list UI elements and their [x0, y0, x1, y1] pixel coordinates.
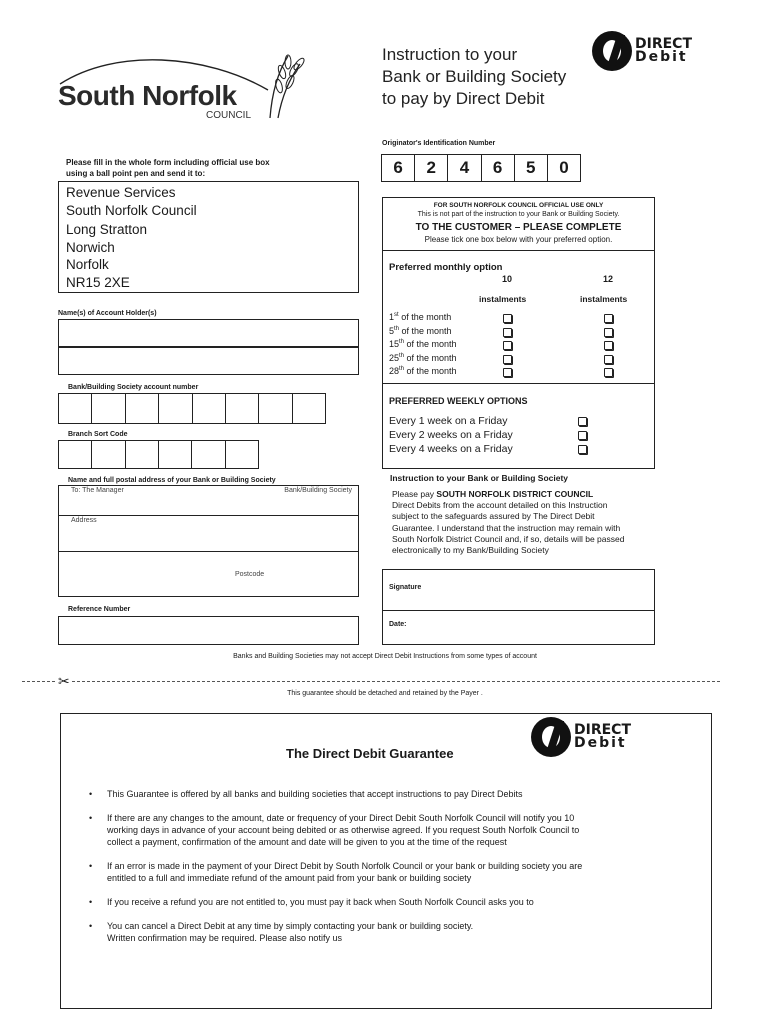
detach-note: This guarantee should be detached and retained by the Payer . [287, 690, 483, 697]
checkbox-10-instalments[interactable] [503, 328, 512, 337]
checkbox-12-instalments[interactable] [604, 314, 613, 323]
guarantee-bullets [85, 788, 695, 956]
monthly-row: 28th of the month [389, 366, 649, 380]
return-address-box [58, 181, 359, 293]
col-10-number: 10 [502, 274, 513, 284]
monthly-heading: Preferred monthly option [389, 262, 503, 273]
address-line: Revenue Services [66, 185, 176, 200]
address-line: Norfolk [66, 257, 109, 272]
sort-code-field[interactable] [58, 440, 259, 469]
direct-debit-icon [531, 717, 571, 757]
instructions-text: Please fill in the whole form including official use box using a ball point pen and send it to: [66, 158, 270, 178]
dd-logo-line1: DIRECT [574, 722, 631, 738]
checkbox-weekly[interactable] [578, 431, 587, 440]
monthly-row: 25th of the month [389, 353, 649, 367]
bank-society-label: Bank/Building Society [284, 487, 352, 494]
account-holder-field-1[interactable] [58, 319, 359, 347]
sort-digit-box[interactable] [92, 441, 125, 468]
instruction-body-line: Direct Debits from the account detailed on this Instruction [392, 500, 608, 511]
reference-number-field[interactable] [58, 616, 359, 645]
weekly-heading: PREFERRED WEEKLY OPTIONS [389, 396, 528, 406]
originator-digit: 2 [415, 155, 448, 181]
sort-digit-box[interactable] [192, 441, 225, 468]
guarantee-box [60, 713, 712, 1009]
checkbox-10-instalments[interactable] [503, 341, 512, 350]
direct-debit-logo [592, 31, 692, 71]
originator-digit: 0 [559, 158, 569, 177]
weekly-row: Every 2 weeks on a Friday [389, 429, 649, 443]
scissors-icon: ✂ [58, 673, 70, 689]
account-holder-field-2[interactable] [58, 347, 359, 375]
checkbox-weekly[interactable] [578, 417, 587, 426]
title-line-1: Instruction to your [382, 45, 518, 64]
account-digit-box[interactable] [92, 394, 125, 423]
checkbox-weekly[interactable] [578, 445, 587, 454]
address-line: South Norfolk Council [66, 202, 197, 218]
guarantee-bullet: • If there are any changes to the amount, date or frequency of your Direct Debit South Norfolk Council will notify you 10 working days in advance of your account being debited or as otherwise agreed. If you request South Norfolk Council to collect a payment, confirmation of the amount and date will be given to you at the time of the request [85, 812, 695, 848]
instruction-body-line: Guarantee. I understand that the instruction may remain with [392, 522, 621, 533]
instruction-line-1: Please pay SOUTH NORFOLK DISTRICT COUNCIL [392, 489, 594, 499]
account-digit-box[interactable] [193, 394, 226, 423]
account-digit-box[interactable] [126, 394, 159, 423]
instruction-body-line: South Norfolk District Council and, if so, details will be passed [392, 533, 625, 544]
weekly-divider [383, 383, 654, 384]
account-number-label: Bank/Building Society account number [68, 384, 199, 391]
account-digit-box[interactable] [293, 394, 325, 423]
monthly-row: 15th of the month [389, 339, 649, 353]
account-digit-box[interactable] [159, 394, 192, 423]
date-label: Date: [389, 621, 407, 628]
bank-postcode-field[interactable] [58, 551, 359, 597]
address-label: Address [71, 517, 97, 524]
sort-digit-box[interactable] [59, 441, 92, 468]
direct-debit-logo [531, 717, 631, 757]
account-digit-box[interactable] [226, 394, 259, 423]
originator-digit: 4 [448, 155, 481, 181]
instruction-heading: Instruction to your Bank or Building Society [390, 473, 569, 483]
weekly-options [389, 415, 649, 457]
instruction-text [392, 489, 682, 556]
checkbox-10-instalments[interactable] [503, 314, 512, 323]
originator-digit: 6 [382, 155, 415, 181]
address-line: Long Stratton [66, 222, 148, 237]
bank-name-field[interactable] [58, 485, 359, 516]
dd-logo-line2: Debit [574, 735, 627, 751]
weekly-row: Every 4 weeks on a Friday [389, 443, 649, 457]
originator-label: Originator's Identification Number [382, 140, 496, 147]
signature-field[interactable] [382, 569, 655, 611]
customer-divider [383, 250, 654, 251]
logo-main-text: South Norfolk [58, 80, 237, 111]
originator-digit: 5 [515, 155, 548, 181]
guarantee-bullet: • You can cancel a Direct Debit at any time by simply contacting your bank or building society. Written confirmation may be required. Please also notify us [85, 920, 695, 944]
title-line-2: Bank or Building Society [382, 67, 567, 86]
dd-logo-line1: DIRECT [635, 36, 692, 52]
checkbox-10-instalments[interactable] [503, 355, 512, 364]
dd-logo-line2: Debit [635, 49, 688, 65]
sort-digit-box[interactable] [226, 441, 258, 468]
col-10-label: instalments [479, 294, 527, 304]
direct-debit-icon [592, 31, 632, 71]
account-digit-box[interactable] [259, 394, 292, 423]
account-holders-label: Name(s) of Account Holder(s) [58, 310, 157, 317]
instruction-body-line: subject to the safeguards assured by The Direct Debit [392, 511, 595, 522]
checkbox-12-instalments[interactable] [604, 328, 613, 337]
originator-digit: 6 [482, 155, 515, 181]
checkbox-12-instalments[interactable] [604, 368, 613, 377]
account-digit-box[interactable] [59, 394, 92, 423]
weekly-row: Every 1 week on a Friday [389, 415, 649, 429]
address-line: Norwich [66, 239, 115, 255]
to-manager-label: To: The Manager [71, 487, 124, 494]
council-logo [56, 52, 306, 122]
instruction-body-line: electronically to my Bank/Building Society [392, 545, 549, 556]
bank-address-field[interactable] [58, 515, 359, 552]
guarantee-bullet: • This Guarantee is offered by all banks and building societies that accept instructions to pay Direct Debits [85, 788, 695, 800]
guarantee-bullet: • If an error is made in the payment of your Direct Debit by South Norfolk Council or your bank or building society you are entitled to a full and immediate refund of the amount paid from your bank or building society [85, 860, 695, 884]
sort-digit-box[interactable] [159, 441, 192, 468]
checkbox-12-instalments[interactable] [604, 341, 613, 350]
monthly-row: 5th of the month [389, 326, 649, 340]
originator-id-boxes [381, 154, 581, 182]
title-line-3: to pay by Direct Debit [382, 89, 545, 108]
monthly-options [389, 312, 649, 380]
logo-sub-text: COUNCIL [206, 110, 252, 121]
official-note: This is not part of the instruction to your Bank or Building Society. [417, 211, 620, 218]
sort-code-label: Branch Sort Code [68, 431, 128, 438]
col-12-label: instalments [580, 294, 628, 304]
official-heading: FOR SOUTH NORFOLK COUNCIL OFFICIAL USE ONLY [433, 202, 604, 209]
date-field[interactable] [382, 610, 655, 645]
address-line: NR15 2XE [66, 274, 130, 290]
bank-address-label: Name and full postal address of your Bank or Building Society [68, 477, 276, 484]
guarantee-bullet: • If you receive a refund you are not entitled to, you must pay it back when South Norfolk Council asks you to [85, 896, 695, 908]
signature-label: Signature [389, 584, 422, 591]
postcode-label: Postcode [235, 571, 265, 578]
reference-label: Reference Number [68, 606, 131, 613]
banks-note: Banks and Building Societies may not accept Direct Debit Instructions from some types of account [233, 653, 537, 660]
monthly-row: 1st of the month [389, 312, 649, 326]
customer-heading: TO THE CUSTOMER – PLEASE COMPLETE [415, 222, 622, 233]
checkbox-12-instalments[interactable] [604, 355, 613, 364]
col-12-number: 12 [603, 274, 614, 284]
cut-line [22, 681, 720, 682]
official-use-box [382, 197, 655, 469]
account-number-field[interactable] [58, 393, 326, 424]
sort-digit-box[interactable] [126, 441, 159, 468]
checkbox-10-instalments[interactable] [503, 368, 512, 377]
guarantee-title: The Direct Debit Guarantee [286, 746, 454, 761]
customer-note: Please tick one box below with your preferred option. [424, 235, 613, 244]
form-title [382, 44, 566, 110]
